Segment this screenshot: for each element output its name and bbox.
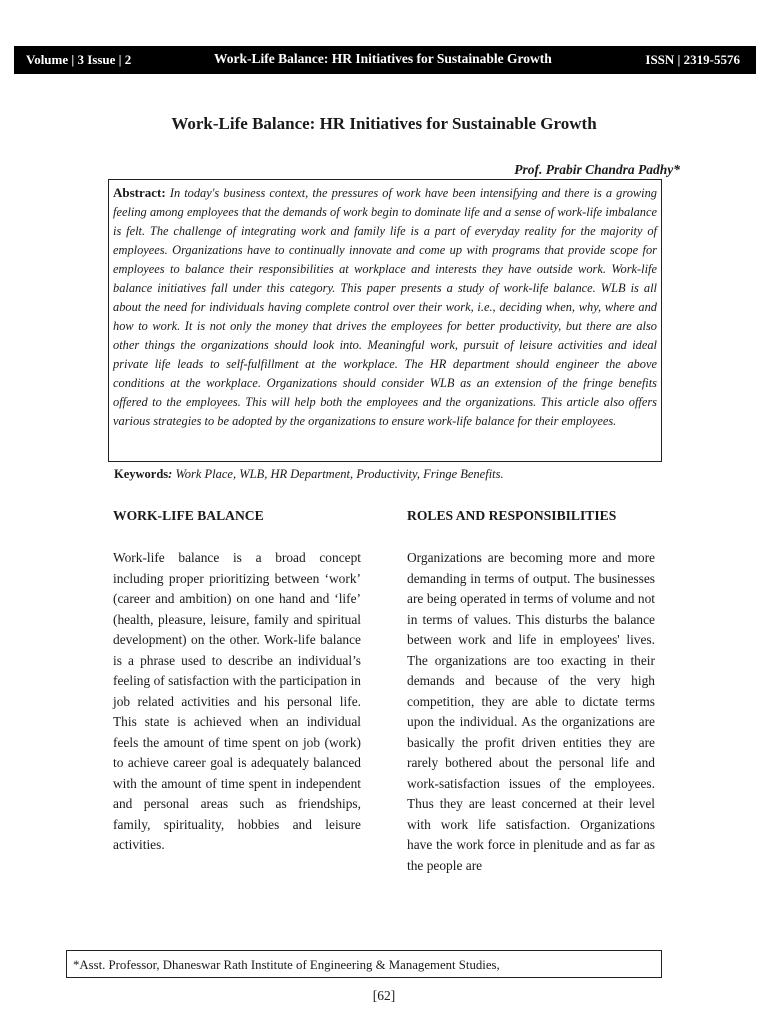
issn: ISSN | 2319-5576 <box>645 52 740 67</box>
keywords-separator: : <box>168 467 173 481</box>
section-paragraph: Organizations are becoming more and more demanding in terms of output. The businesses are being operated in terms of volume and not in terms of values. This disturbs the balance between work and life in employees' lives. The organizations are too exacting in their demands and because of the very high competition, they are able to dictate terms upon the individual. As the organizations are basically the profit driven entities they are rarely bothered about the personal life and work-satisfaction issues of the employees. Thus they are least concerned at their level with work life satisfaction. Organizations have the work force in plenitude and as far as the people are <box>407 550 655 873</box>
abstract-text: In today's business context, the pressures of work have been intensifying and there is a growing feeling among employees that the demands of work begin to dominate life and a sense of work-life imbalance is felt. The challenge of integrating work and family life is a part of everyday reality for the majority of employees. Organizations have to continually innovate and come up with programs that provide scope for employees to balance their responsibilities at workplace and interests they have outside work. Work-life balance initiatives fall under this category. This paper presents a study of work-life balance. WLB is all about the need for individuals having complete control over their work, i.e., deciding when, why, where and how to work. It is not only the money that drives the employees for better productivity, but there are also other things the organizations should look into. Meaningful work, pursuit of leisure activities and ideal private life leads to self-fulfillment at the workplace. The HR department should engineer the above conditions at the workplace. Organizations should consider WLB as an extension of the fringe benefits offered to the employees. This will help both the employees and the organizations. This article also offers various strategies to be adopted by the organizations to ensure work-life balance for their employees. <box>113 186 657 428</box>
paper-title: Work-Life Balance: HR Initiatives for Sustainable Growth <box>171 114 597 133</box>
section-heading: ROLES AND RESPONSIBILITIES <box>407 508 617 523</box>
running-title: Work-Life Balance: HR Initiatives for Sustainable Growth <box>214 51 552 66</box>
abstract-label: Abstract: <box>113 185 166 200</box>
journal-header-bar <box>14 46 756 74</box>
page-number: [62] <box>372 988 396 1003</box>
keywords <box>114 467 504 482</box>
author-footnote: *Asst. Professor, Dhaneswar Rath Institute of Engineering & Management Studies, <box>66 950 662 978</box>
abstract-box <box>108 179 662 462</box>
volume-issue: Volume | 3 Issue | 2 <box>26 52 132 67</box>
keywords-text: Work Place, WLB, HR Department, Productivity, Fringe Benefits. <box>175 467 504 481</box>
keywords-label: Keywords <box>114 467 169 481</box>
author-name: Prof. Prabir Chandra Padhy* <box>514 162 680 177</box>
section-paragraph: Work-life balance is a broad concept including proper prioritizing between ‘work’ (career and ambition) on one hand and ‘life’ (health, pleasure, leisure, family and spiritual development) on the other. Work-life balance is a phrase used to describe an individual’s feeling of satisfaction with the participation in job related activities and his personal life. This state is achieved when an individual feels the amount of time spent on job (work) to achieve career goal is adequately balanced with the amount of time spent in independent and personal areas such as friendships, family, spirituality, hobbies and leisure activities. <box>113 550 361 852</box>
section-heading: WORK-LIFE BALANCE <box>113 508 264 523</box>
